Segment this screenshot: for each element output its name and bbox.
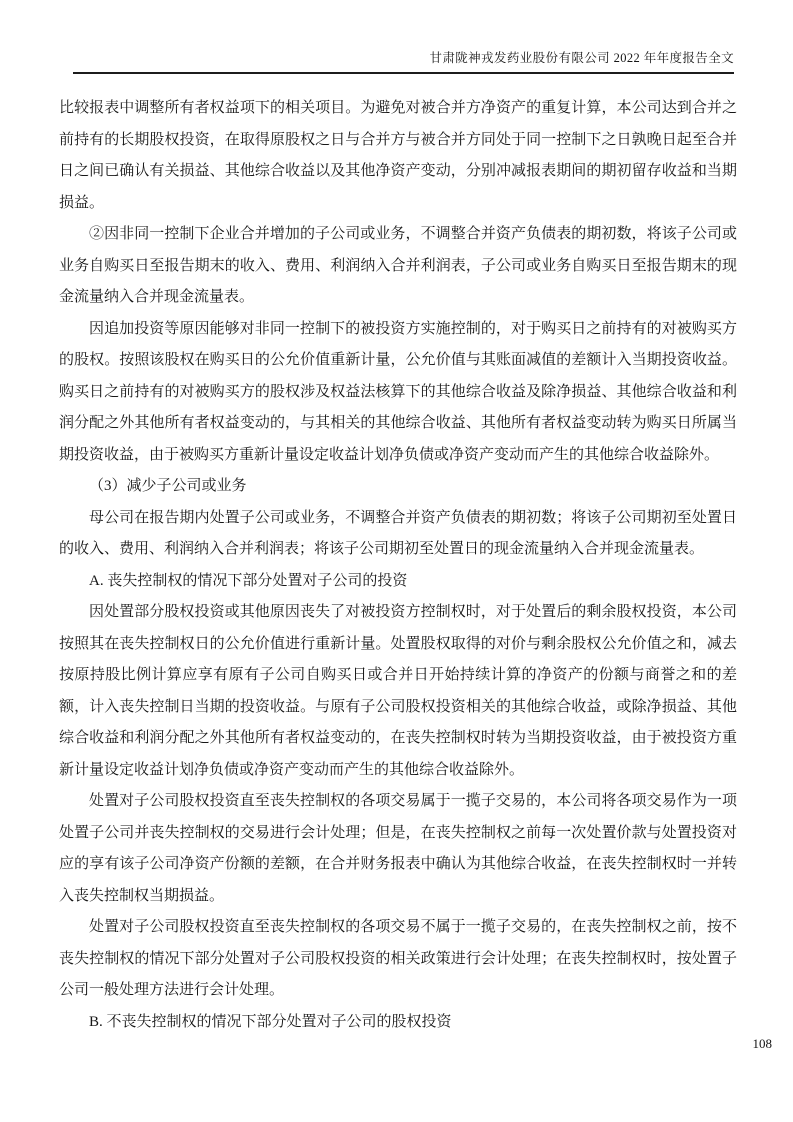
header-rule: [73, 72, 734, 74]
paragraph-bundled-transactions: 处置对子公司股权投资直至丧失控制权的各项交易属于一揽子交易的，本公司将各项交易作为一项处置子公司并丧失控制权的交易进行会计处理；但是，在丧失控制权之前每一次处置价款与处置投资对应的享有该子公司净资产份额的差额，在合并财务报表中确认为其他综合收益，在丧失控制权时一并转入丧失控制权当期损益。: [59, 793, 737, 904]
heading-reduce-subsidiary-or-business: （3）减少子公司或业务: [89, 478, 247, 494]
paragraph-step-acquisition-control: 因追加投资等原因能够对非同一控制下的被投资方实施控制的，对于购买日之前持有的对被购买方的股权。按照该股权在购买日的公允价值重新计量，公允价值与其账面减值的差额计入当期投资收益。购买日之前持有的对被购买方的股权涉及权益法核算下的其他综合收益及除净损益、其他综合收益和利润分配之外其他所有者权益变动的，与其相关的其他综合收益、其他所有者权益变动转为购买日所属当期投资收益，由于被购买方重新计量设定收益计划净负债或净资产变动而产生的其他综合收益除外。: [59, 320, 737, 463]
page-header-title: 甘肃陇神戎发药业股份有限公司 2022 年年度报告全文: [429, 51, 734, 65]
paragraph-non-bundled-transactions: 处置对子公司股权投资直至丧失控制权的各项交易不属于一揽子交易的，在丧失控制权之前，按不丧失控制权的情况下部分处置对子公司股权投资的相关政策进行会计处理；在丧失控制权时，按处置子公司一般处理方法进行会计处理。: [59, 919, 737, 998]
heading-partial-disposal-with-loss-of-control: A. 丧失控制权的情况下部分处置对子公司的投资: [89, 572, 408, 589]
page-number: 108: [752, 1036, 772, 1051]
paragraph-non-common-control-addition: ②因非同一控制下企业合并增加的子公司或业务，不调整合并资产负债表的期初数，将该子公司或业务自购买日至报告期末的收入、费用、利润纳入合并利润表，子公司或业务自购买日至报告期末的现金流量纳入合并现金流量表。: [59, 226, 737, 305]
heading-partial-disposal-without-loss-of-control: B. 不丧失控制权的情况下部分处置对子公司的股权投资: [89, 1013, 452, 1030]
paragraph-disposal-in-reporting-period: 母公司在报告期内处置子公司或业务，不调整合并资产负债表的期初数；将该子公司期初至处置日的收入、费用、利润纳入合并利润表；将该子公司期初至处置日的现金流量纳入合并现金流量表。: [59, 509, 737, 557]
paragraph-comparative-statement-adjustment: 比较报表中调整所有者权益项下的相关项目。为避免对被合并方净资产的重复计算，本公司达到合并之前持有的长期股权投资，在取得原股权之日与合并方与被合并方同处于同一控制下之日孰晚日起至合并日之间已确认有关损益、其他综合收益以及其他净资产变动，分别冲减报表期间的期初留存收益和当期损益。: [59, 100, 737, 211]
document-body: [59, 93, 737, 1038]
paragraph-loss-of-control-remeasurement: 因处置部分股权投资或其他原因丧失了对被投资方控制权时，对于处置后的剩余股权投资，本公司按照其在丧失控制权日的公允价值进行重新计量。处置股权取得的对价与剩余股权公允价值之和，减去按原持股比例计算应享有原有子公司自购买日或合并日开始持续计算的净资产的份额与商誉之和的差额，计入丧失控制日当期的投资收益。与原有子公司股权投资相关的其他综合收益，或除净损益、其他综合收益和利润分配之外其他所有者权益变动的，在丧失控制权时转为当期投资收益，由于被投资方重新计量设定收益计划净负债或净资产变动而产生的其他综合收益除外。: [59, 604, 737, 778]
